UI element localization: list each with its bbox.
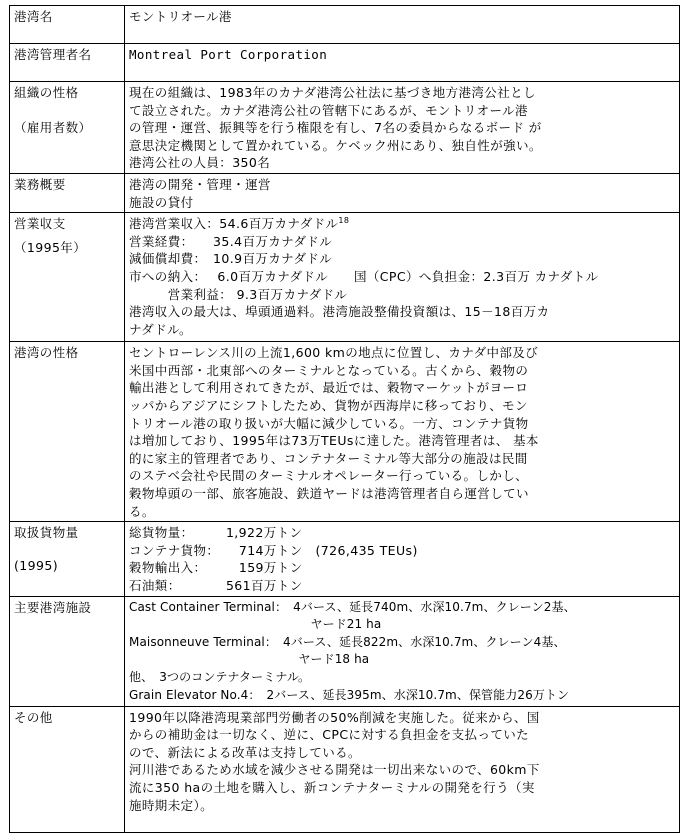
label-organization: 組織の性格	[14, 85, 79, 100]
text-line: セントローレンス川の上流1,600 kmの地点に位置し、カナダ中部及び	[129, 345, 539, 361]
text-line: Maisonneuve Terminal： 4バース、延長822m、水深10.7m、クレーン4基、	[129, 634, 566, 649]
revenue-income: 港湾営業収入：54.6百万カナダドル	[129, 216, 339, 232]
text-line: コンテナ貨物： 714万トン (726,435 TEUs)	[129, 542, 418, 558]
table-row-manager	[10, 44, 680, 82]
table-row-other	[10, 706, 680, 832]
text-line: 穀物輸出入： 159万トン	[129, 560, 303, 576]
text-line: 他、 3つのコンテナターミナル。	[129, 669, 311, 684]
text-line: る。	[129, 503, 155, 519]
text-line: 意思決定機関として置かれている。ケベック州にあり、独自性が強い。	[129, 137, 542, 153]
label-organization-cell	[10, 82, 125, 174]
text-line: 米国中西部・北東部へのターミナルとなっている。古くから、穀物の	[129, 362, 529, 378]
label-revenue-sub: （1995年）	[14, 239, 87, 255]
value-manager: Montreal Port Corporation	[125, 44, 680, 82]
text-line: Grain Elevator No.4： 2バース、延長395m、水深10.7m、保管能力26万トン	[129, 687, 570, 702]
port-info-table	[9, 5, 680, 833]
label-character: 港湾の性格	[10, 342, 125, 522]
label-facilities: 主要港湾施設	[10, 596, 125, 706]
text-line: ので、新法による改革は支持している。	[129, 744, 361, 760]
value-cargo	[125, 522, 680, 596]
table-row-cargo	[10, 522, 680, 596]
text-line: 的に家主的管理者であり、コンテナターミナル等大部分の施設は民間	[129, 450, 528, 466]
text-line: 流に350 haの土地を購入し、新コンテナターミナルの開発を行う（実	[129, 779, 535, 795]
text-line: ヤード21 ha	[129, 617, 382, 632]
text-line: 施設の貸付	[129, 194, 194, 210]
text-line: Cast Container Terminal： 4バース、延長740m、水深10.7m、クレーン2基、	[129, 599, 576, 614]
text-line: 河川港であるため水域を減少させる開発は一切出来ないので、60km下	[129, 762, 540, 778]
text-line: 港湾収入の最大は、埠頭通過料。港湾施設整備投資額は、15－18百万カ	[129, 304, 550, 320]
text-line: 現在の組織は、1983年のカナダ港湾公社法に基づき地方港湾公社とし	[129, 85, 536, 100]
text-line: 総貨物量： 1,922万トン	[129, 525, 303, 541]
text-line: 営業利益： 9.3百万カナダドル	[129, 286, 348, 302]
value-revenue	[125, 213, 680, 342]
label-cargo: 取扱貨物量	[14, 525, 79, 541]
value-organization	[125, 82, 680, 174]
text-line: 市への納入： 6.0百万カナダドル 国（CPC）へ負担金：2.3百万 カナダトル	[129, 268, 599, 284]
label-manager: 港湾管理者名	[10, 44, 125, 82]
text-line: 石油類： 561百万トン	[129, 577, 303, 593]
text-line: ヤード18 ha	[129, 652, 370, 667]
table-row-port-name	[10, 6, 680, 44]
text-line: のステベ会社や民間のターミナルオペレーター行っている。しかし、	[129, 468, 529, 484]
label-cargo-cell	[10, 522, 125, 596]
text-line: 施時期未定）。	[129, 797, 214, 813]
text-line: 1990年以降港湾現業部門労働者の50%削減を実施した。従来から、国	[129, 709, 540, 725]
text-line: 輸出港として利用されてきたが、最近では、穀物マーケットがヨーロ	[129, 380, 529, 396]
label-revenue-cell	[10, 213, 125, 342]
text-line: トリオール港の取り扱いが大幅に減少している。一方、コンテナ貨物	[129, 415, 529, 431]
text-line: 穀物埠頭の一部、旅客施設、鉄道ヤードは港湾管理者自ら運営してい	[129, 485, 529, 501]
text-line: て設立された。カナダ港湾公社の管轄下にあるが、モントリオール港	[129, 102, 528, 118]
text-line	[129, 215, 676, 233]
table-row-facilities	[10, 596, 680, 706]
label-cargo-sub: (1995)	[14, 557, 58, 573]
text-line: 港湾の開発・管理・運営	[129, 177, 271, 192]
value-business	[125, 174, 680, 213]
table-row-organization	[10, 82, 680, 174]
text-line: 港湾公社の人員：350名	[129, 155, 271, 171]
table-row-character	[10, 342, 680, 522]
label-organization-sub: （雇用者数）	[14, 120, 92, 136]
value-facilities	[125, 596, 680, 706]
table-row-business	[10, 174, 680, 213]
text-line: からの補助金は一切なく、逆に、CPCに対する負担金を支払っていた	[129, 727, 530, 743]
table-row-revenue	[10, 213, 680, 342]
value-character	[125, 342, 680, 522]
label-other: その他	[10, 706, 125, 832]
value-port-name: モントリオール港	[125, 6, 680, 44]
value-other	[125, 706, 680, 832]
text-line: の管理・運営、振興等を行う権限を有し、7名の委員からなるボード が	[129, 120, 542, 136]
label-business: 業務概要	[10, 174, 125, 213]
text-line: ッパからアジアにシフトしたため、貨物が西海岸に移っており、モン	[129, 397, 528, 413]
label-revenue: 営業収支	[14, 216, 66, 232]
text-line: ナダドル。	[129, 321, 192, 337]
label-port-name: 港湾名	[10, 6, 125, 44]
footnote-marker: 18	[338, 216, 350, 226]
text-line: 営業経費： 35.4百万カナダドル	[129, 233, 333, 249]
text-line: は増加しており、1995年は73万TEUsに達した。港湾管理者は、 基本	[129, 433, 539, 449]
text-line: 減価償却費： 10.9百万カナダドル	[129, 251, 333, 267]
